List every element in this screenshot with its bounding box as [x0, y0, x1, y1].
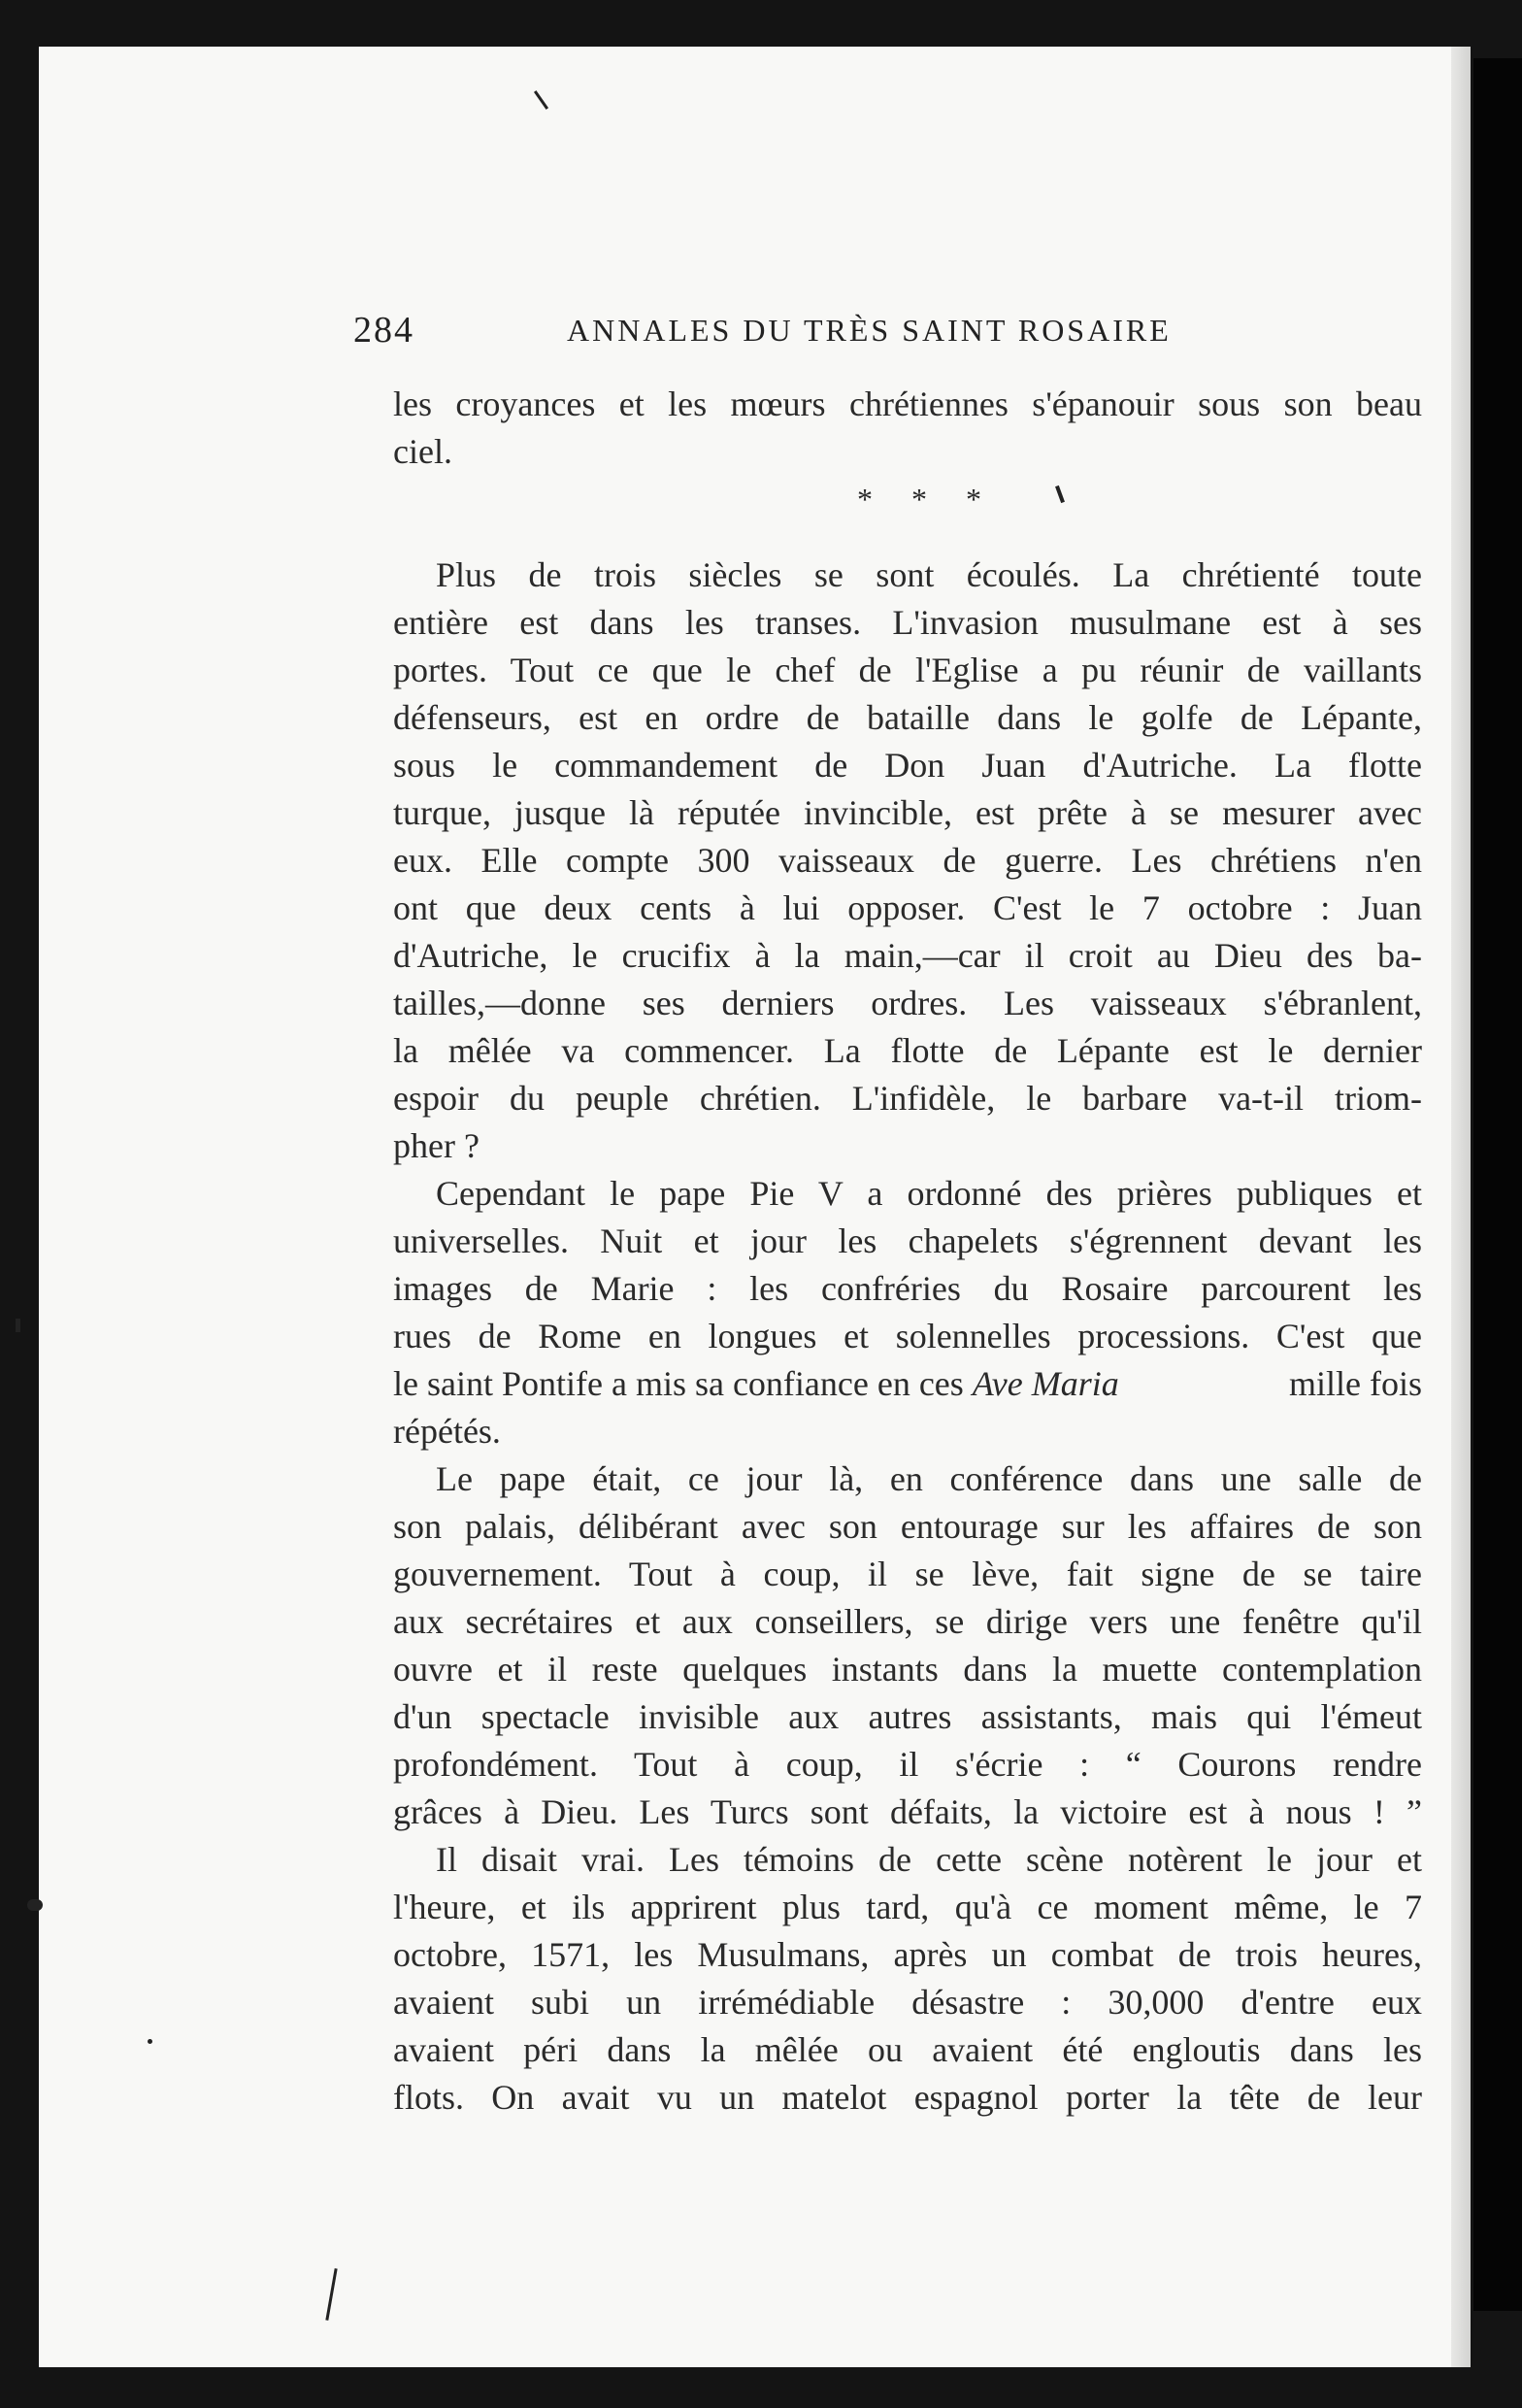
text-line: grâces à Dieu. Les Turcs sont défaits, la victoire est à nous ! ”: [393, 1792, 1422, 1831]
scan-speck: [16, 1319, 20, 1332]
text-segment: mille fois: [1280, 1364, 1422, 1403]
paragraph-first-line: Plus de trois siècles se sont écoulés. La chrétienté toute: [436, 555, 1422, 594]
text-line: sous le commandement de Don Juan d'Autriche. La flotte: [393, 746, 1422, 785]
text-line: avaient péri dans la mêlée ou avaient été engloutis dans les: [393, 2030, 1422, 2069]
text-line: la mêlée va commencer. La flotte de Lépante est le dernier: [393, 1031, 1422, 1070]
text-line: images de Marie : les confréries du Rosaire parcourent les: [393, 1269, 1422, 1308]
text-line-with-italic: [393, 1360, 1422, 1408]
text-line: avaient subi un irrémédiable désastre : 30,000 d'entre eux: [393, 1983, 1422, 2022]
paragraph-first-line: Cependant le pape Pie V a ordonné des prières publiques et: [436, 1174, 1422, 1213]
text-line: rues de Rome en longues et solennelles processions. C'est que: [393, 1317, 1422, 1355]
text-line: aux secrétaires et aux conseillers, se dirige vers une fenêtre qu'il: [393, 1602, 1422, 1641]
paragraph-first-line: Il disait vrai. Les témoins de cette scène notèrent le jour et: [436, 1840, 1422, 1879]
text-line: pher ?: [393, 1126, 480, 1165]
text-line: eux. Elle compte 300 vaisseaux de guerre. Les chrétiens n'en: [393, 841, 1422, 880]
text-line: répétés.: [393, 1412, 501, 1451]
text-line: l'heure, et ils apprirent plus tard, qu'à ce moment même, le 7: [393, 1888, 1422, 1926]
italic-phrase: Ave Maria: [972, 1364, 1119, 1403]
text-line: portes. Tout ce que le chef de l'Eglise a pu réunir de vaillants: [393, 651, 1422, 689]
text-line: ouvre et il reste quelques instants dans la muette contemplation: [393, 1650, 1422, 1689]
section-break-stars: * * *: [857, 482, 997, 517]
text-line: universelles. Nuit et jour les chapelets s'égrennent devant les: [393, 1221, 1422, 1260]
text-line: les croyances et les mœurs chrétiennes s'épanouir sous son beau: [393, 385, 1422, 423]
text-segment: le saint Pontife a mis sa confiance en ces: [393, 1364, 973, 1403]
text-line: tailles,—donne ses derniers ordres. Les vaisseaux s'ébranlent,: [393, 984, 1422, 1022]
text-line: octobre, 1571, les Musulmans, après un combat de trois heures,: [393, 1935, 1422, 1974]
text-line: d'Autriche, le crucifix à la main,—car il croit au Dieu des ba-: [393, 936, 1422, 975]
scan-speck: [148, 2039, 152, 2044]
text-line: turque, jusque là réputée invincible, est prête à se mesurer avec: [393, 793, 1422, 832]
section-gap: [393, 523, 1422, 552]
text-line: d'un spectacle invisible aux autres assistants, mais qui l'émeut: [393, 1697, 1422, 1736]
running-head: [353, 309, 1227, 357]
scan-speck: [27, 1899, 43, 1911]
text-line: espoir du peuple chrétien. L'infidèle, le barbare va-t-il triom-: [393, 1079, 1422, 1118]
text-line: gouvernement. Tout à coup, il se lève, fait signe de se taire: [393, 1555, 1422, 1593]
text-line: profondément. Tout à coup, il s'écrie : “ Courons rendre: [393, 1745, 1422, 1784]
text-line: ciel.: [393, 432, 452, 471]
text-line: ont que deux cents à lui opposer. C'est le 7 octobre : Juan: [393, 888, 1422, 927]
page-number: 284: [353, 310, 414, 351]
text-line: défenseurs, est en ordre de bataille dans le golfe de Lépante,: [393, 698, 1422, 737]
body-text: [393, 381, 1422, 2122]
running-head-title: ANNALES DU TRÈS SAINT ROSAIRE: [567, 313, 1172, 348]
text-line: entière est dans les transes. L'invasion musulmane est à ses: [393, 603, 1422, 642]
paragraph-first-line: Le pape était, ce jour là, en conférence dans une salle de: [436, 1459, 1422, 1498]
text-line: flots. On avait vu un matelot espagnol porter la tête de leur: [393, 2078, 1422, 2117]
text-line: son palais, délibérant avec son entourage sur les affaires de son: [393, 1507, 1422, 1546]
adjacent-page-edge: [1473, 58, 1522, 2311]
page-edge-shadow: [1451, 47, 1471, 2367]
